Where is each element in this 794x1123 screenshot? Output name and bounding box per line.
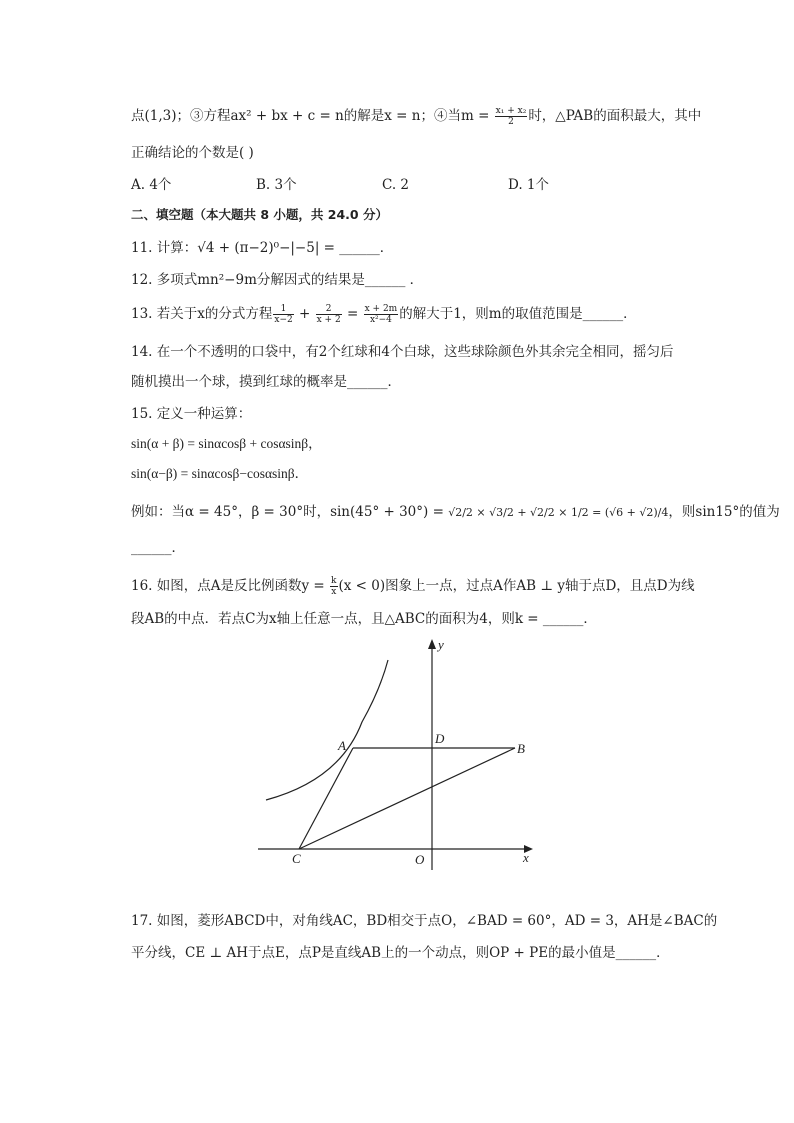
- label-o: O: [415, 852, 425, 867]
- q15-line5: ______．: [131, 540, 185, 556]
- q10-line2: 正确结论的个数是( ): [131, 145, 254, 161]
- label-c: C: [292, 851, 301, 866]
- q12: 12. 多项式mn²−9m分解因式的结果是______ ．: [131, 272, 424, 288]
- q15-line2: sin(α + β) = sinαcosβ + cosαsinβ，: [131, 436, 322, 451]
- q15-line1: 15. 定义一种运算：: [131, 406, 252, 422]
- q17-line2: 平分线，CE ⊥ AH于点E，点P是直线AB上的一个动点，则OP + PE的最小值是______．: [131, 945, 670, 961]
- q10-option-a: A. 4个: [131, 177, 172, 193]
- q10-line1: 点(1,3)；③方程ax² + bx + c = n的解是x = n；④当m = $\frac{\text{x₁ + x₂}}{2}$ 时，△PAB的面积最大，其中: [131, 106, 702, 127]
- q10-fraction: $\frac{\text{x₁ + x₂}}{2}$: [495, 106, 527, 127]
- hyperbola-curve: [266, 660, 388, 800]
- q15-line4: 例如：当α = 45°，β = 30°时，sin(45° + 30°) = √2/2 × √3/2 + √2/2 × 1/2 = (√6 + √2)/4，则sin15°的值为: [131, 504, 780, 520]
- label-y: y: [438, 637, 444, 652]
- q16-line2: 段AB的中点．若点C为x轴上任意一点，且△ABC的面积为4，则k = ______．: [131, 611, 597, 627]
- q13: 13. 若关于x的分式方程 $\frac{1}{x-2}$ + $\frac{2}{x + 2}$ = $\frac{x + 2m}{\text{x²−4}}$ 的解大于1，则m的取值范围是______．: [131, 304, 637, 325]
- q16-line1: 16. 如图，点A是反比例函数y = $\frac{k}{x}$ (x < 0)图象上一点，过点A作AB ⊥ y轴于点D，且点D为线: [131, 576, 695, 597]
- y-axis-arrow: [428, 639, 436, 649]
- label-b: B: [517, 741, 525, 756]
- q10-option-c: C. 2: [382, 177, 410, 193]
- label-a: A: [338, 738, 346, 753]
- q11: 11. 计算：√4 + (π−2)⁰−|−5| = ______．: [131, 240, 394, 256]
- section-header: 二、填空题（本大题共 8 小题，共 24.0 分）: [131, 207, 388, 222]
- q10-option-d: D. 1个: [508, 177, 550, 193]
- q14-line1: 14. 在一个不透明的口袋中，有2个红球和4个白球，这些球除颜色外其余完全相同，摇匀后: [131, 344, 674, 360]
- label-d: D: [435, 731, 445, 746]
- q15-line3: sin(α−β) = sinαcosβ−cosαsinβ．: [131, 466, 309, 481]
- q14-line2: 随机摸出一个球，摸到红球的概率是______．: [131, 374, 401, 390]
- q10-option-b: B. 3个: [256, 177, 297, 193]
- segment-ac: [299, 748, 353, 849]
- segment-cb: [299, 748, 515, 849]
- label-x: x: [523, 850, 529, 865]
- q17-line1: 17. 如图，菱形ABCD中，对角线AC，BD相交于点O，∠BAD = 60°，AD = 3，AH是∠BAC的: [131, 913, 718, 929]
